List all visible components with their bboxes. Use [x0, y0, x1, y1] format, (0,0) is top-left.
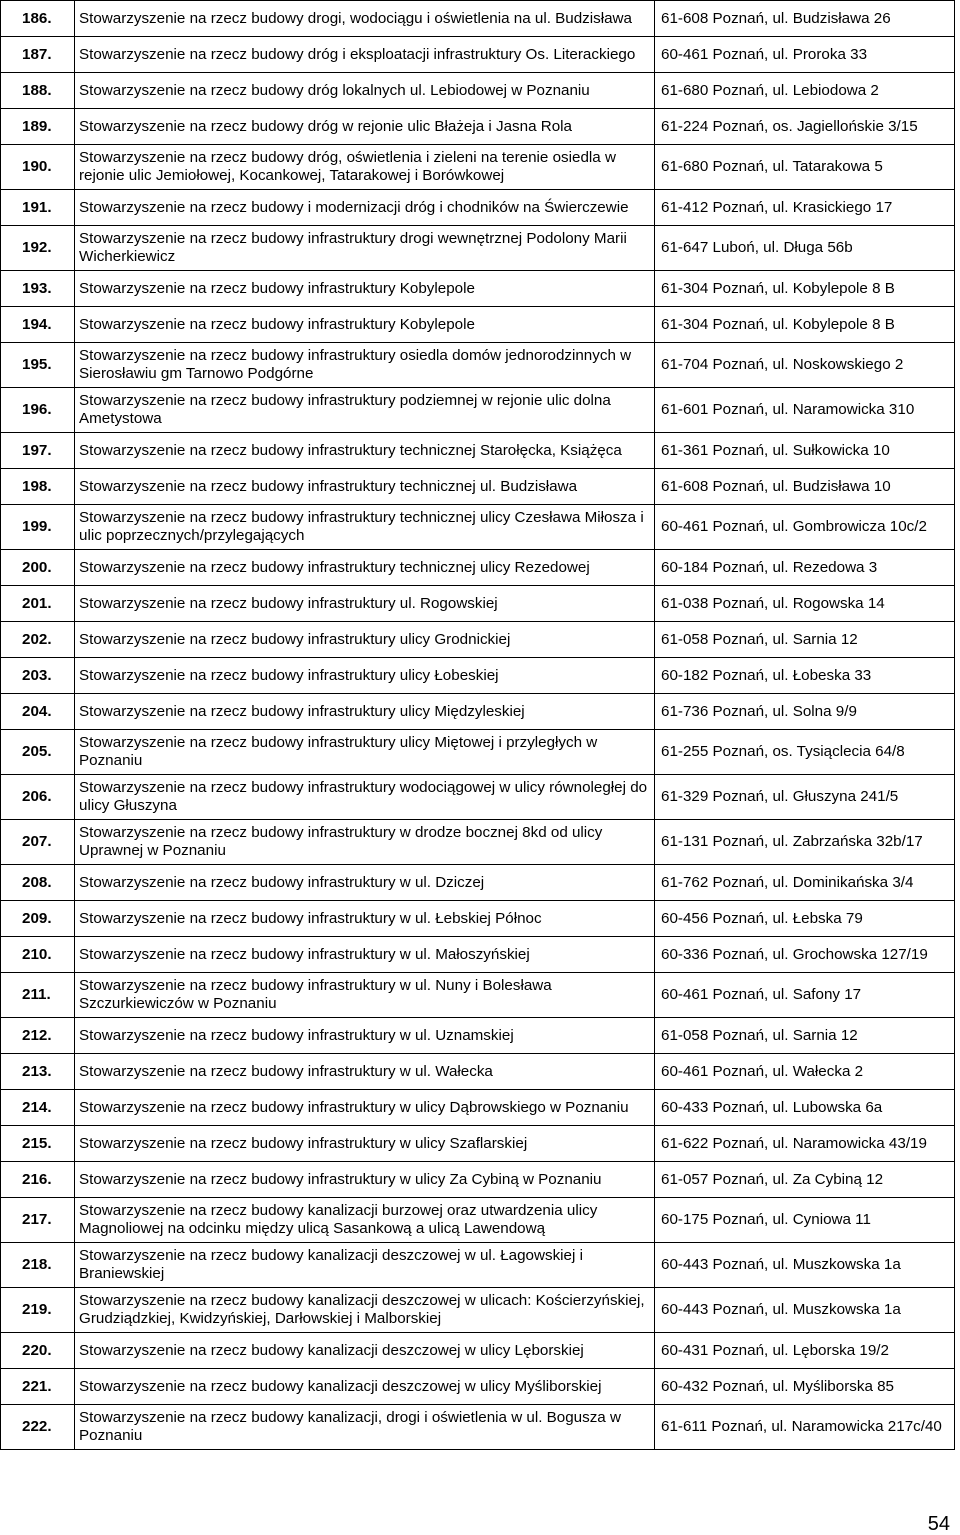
- association-address: 61-608 Poznań, ul. Budzisława 26: [655, 1, 955, 37]
- table-row: [1, 622, 955, 658]
- table-row: [1, 694, 955, 730]
- association-name: Stowarzyszenie na rzecz budowy infrastruktury w ulicy Szaflarskiej: [75, 1126, 655, 1162]
- page-number: 54: [927, 1513, 950, 1535]
- association-name: Stowarzyszenie na rzecz budowy infrastruktury w drodze bocznej 8kd od ulicy Uprawnej w Poznaniu: [75, 820, 655, 865]
- table-row: [1, 1288, 955, 1333]
- table-row: [1, 226, 955, 271]
- association-name: Stowarzyszenie na rzecz budowy infrastruktury osiedla domów jednorodzinnych w Sierosławiu gm Tarnowo Podgórne: [75, 343, 655, 388]
- association-name: Stowarzyszenie na rzecz budowy infrastruktury ulicy Grodnickiej: [75, 622, 655, 658]
- table-row: [1, 37, 955, 73]
- association-name: Stowarzyszenie na rzecz budowy infrastruktury w ulicy Dąbrowskiego w Poznaniu: [75, 1090, 655, 1126]
- table-row: [1, 937, 955, 973]
- table-row: [1, 1162, 955, 1198]
- table-row: [1, 730, 955, 775]
- association-name: Stowarzyszenie na rzecz budowy infrastruktury technicznej ulicy Rezedowej: [75, 550, 655, 586]
- association-address: 61-057 Poznań, ul. Za Cybiną 12: [655, 1162, 955, 1198]
- association-address: 60-433 Poznań, ul. Lubowska 6a: [655, 1090, 955, 1126]
- row-number: 198.: [1, 469, 75, 505]
- association-address: 61-304 Poznań, ul. Kobylepole 8 B: [655, 307, 955, 343]
- association-address: 60-461 Poznań, ul. Wałecka 2: [655, 1054, 955, 1090]
- association-address: 61-622 Poznań, ul. Naramowicka 43/19: [655, 1126, 955, 1162]
- association-name: Stowarzyszenie na rzecz budowy infrastruktury w ulicy Za Cybiną w Poznaniu: [75, 1162, 655, 1198]
- table-row: [1, 973, 955, 1018]
- association-name: Stowarzyszenie na rzecz budowy kanalizacji deszczowej w ulicy Lęborskiej: [75, 1333, 655, 1369]
- association-name: Stowarzyszenie na rzecz budowy infrastruktury drogi wewnętrznej Podolony Marii Wicherkiewicz: [75, 226, 655, 271]
- association-name: Stowarzyszenie na rzecz budowy infrastruktury ul. Rogowskiej: [75, 586, 655, 622]
- table-row: [1, 1369, 955, 1405]
- association-name: Stowarzyszenie na rzecz budowy i modernizacji dróg i chodników na Świerczewie: [75, 190, 655, 226]
- association-name: Stowarzyszenie na rzecz budowy infrastruktury w ul. Łebskiej Północ: [75, 901, 655, 937]
- association-name: Stowarzyszenie na rzecz budowy kanalizacji deszczowej w ulicach: Kościerzyńskiej, Grudziądzkiej, Kwidzyńskiej, Darłowskiej i Malborskiej: [75, 1288, 655, 1333]
- association-address: 60-184 Poznań, ul. Rezedowa 3: [655, 550, 955, 586]
- row-number: 215.: [1, 1126, 75, 1162]
- association-name: Stowarzyszenie na rzecz budowy infrastruktury w ul. Uznamskiej: [75, 1018, 655, 1054]
- row-number: 209.: [1, 901, 75, 937]
- association-address: 61-762 Poznań, ul. Dominikańska 3/4: [655, 865, 955, 901]
- row-number: 201.: [1, 586, 75, 622]
- row-number: 199.: [1, 505, 75, 550]
- association-address: 60-431 Poznań, ul. Lęborska 19/2: [655, 1333, 955, 1369]
- association-address: 61-680 Poznań, ul. Tatarakowa 5: [655, 145, 955, 190]
- table-row: [1, 865, 955, 901]
- association-name: Stowarzyszenie na rzecz budowy infrastruktury w ul. Nuny i Bolesława Szczurkiewiczów w Poznaniu: [75, 973, 655, 1018]
- row-number: 220.: [1, 1333, 75, 1369]
- table-row: [1, 1054, 955, 1090]
- row-number: 219.: [1, 1288, 75, 1333]
- table-row: [1, 433, 955, 469]
- association-name: Stowarzyszenie na rzecz budowy infrastruktury technicznej ulicy Czesława Miłosza i ulic poprzecznych/przylegających: [75, 505, 655, 550]
- table-row: [1, 658, 955, 694]
- association-address: 61-038 Poznań, ul. Rogowska 14: [655, 586, 955, 622]
- table-row: [1, 1018, 955, 1054]
- association-address: 60-443 Poznań, ul. Muszkowska 1a: [655, 1288, 955, 1333]
- table-row: [1, 1126, 955, 1162]
- row-number: 195.: [1, 343, 75, 388]
- table-row: [1, 586, 955, 622]
- association-address: 61-611 Poznań, ul. Naramowicka 217c/40: [655, 1405, 955, 1450]
- row-number: 187.: [1, 37, 75, 73]
- association-name: Stowarzyszenie na rzecz budowy infrastruktury Kobylepole: [75, 307, 655, 343]
- association-address: 60-443 Poznań, ul. Muszkowska 1a: [655, 1243, 955, 1288]
- row-number: 207.: [1, 820, 75, 865]
- association-name: Stowarzyszenie na rzecz budowy infrastruktury ulicy Łobeskiej: [75, 658, 655, 694]
- row-number: 213.: [1, 1054, 75, 1090]
- table-row: [1, 1198, 955, 1243]
- association-address: 61-255 Poznań, os. Tysiąclecia 64/8: [655, 730, 955, 775]
- row-number: 191.: [1, 190, 75, 226]
- row-number: 203.: [1, 658, 75, 694]
- row-number: 208.: [1, 865, 75, 901]
- association-name: Stowarzyszenie na rzecz budowy kanalizacji deszczowej w ul. Łagowskiej i Braniewskiej: [75, 1243, 655, 1288]
- row-number: 190.: [1, 145, 75, 190]
- row-number: 205.: [1, 730, 75, 775]
- association-name: Stowarzyszenie na rzecz budowy infrastruktury w ul. Dziczej: [75, 865, 655, 901]
- row-number: 193.: [1, 271, 75, 307]
- table-row: [1, 550, 955, 586]
- association-name: Stowarzyszenie na rzecz budowy infrastruktury ulicy Miętowej i przyległych w Poznaniu: [75, 730, 655, 775]
- row-number: 206.: [1, 775, 75, 820]
- row-number: 194.: [1, 307, 75, 343]
- table-row: [1, 388, 955, 433]
- row-number: 211.: [1, 973, 75, 1018]
- association-address: 60-432 Poznań, ul. Myśliborska 85: [655, 1369, 955, 1405]
- row-number: 212.: [1, 1018, 75, 1054]
- association-address: 60-336 Poznań, ul. Grochowska 127/19: [655, 937, 955, 973]
- association-name: Stowarzyszenie na rzecz budowy dróg i eksploatacji infrastruktury Os. Literackiego: [75, 37, 655, 73]
- table-row: [1, 1333, 955, 1369]
- association-address: 60-175 Poznań, ul. Cyniowa 11: [655, 1198, 955, 1243]
- row-number: 214.: [1, 1090, 75, 1126]
- association-address: 61-058 Poznań, ul. Sarnia 12: [655, 622, 955, 658]
- association-name: Stowarzyszenie na rzecz budowy infrastruktury Kobylepole: [75, 271, 655, 307]
- association-address: 60-461 Poznań, ul. Safony 17: [655, 973, 955, 1018]
- association-name: Stowarzyszenie na rzecz budowy kanalizacji, drogi i oświetlenia w ul. Bogusza w Poznaniu: [75, 1405, 655, 1450]
- association-name: Stowarzyszenie na rzecz budowy infrastruktury w ul. Małoszyńskiej: [75, 937, 655, 973]
- association-address: 61-131 Poznań, ul. Zabrzańska 32b/17: [655, 820, 955, 865]
- association-address: 61-058 Poznań, ul. Sarnia 12: [655, 1018, 955, 1054]
- row-number: 196.: [1, 388, 75, 433]
- association-name: Stowarzyszenie na rzecz budowy infrastruktury technicznej Starołęcka, Książęca: [75, 433, 655, 469]
- table-row: [1, 469, 955, 505]
- row-number: 200.: [1, 550, 75, 586]
- row-number: 202.: [1, 622, 75, 658]
- table-row: [1, 820, 955, 865]
- table-row: [1, 73, 955, 109]
- association-name: Stowarzyszenie na rzecz budowy infrastruktury ulicy Międzyleskiej: [75, 694, 655, 730]
- association-address: 60-461 Poznań, ul. Proroka 33: [655, 37, 955, 73]
- row-number: 186.: [1, 1, 75, 37]
- association-address: 61-680 Poznań, ul. Lebiodowa 2: [655, 73, 955, 109]
- association-address: 61-647 Luboń, ul. Długa 56b: [655, 226, 955, 271]
- association-name: Stowarzyszenie na rzecz budowy infrastruktury w ul. Wałecka: [75, 1054, 655, 1090]
- association-name: Stowarzyszenie na rzecz budowy dróg w rejonie ulic Błażeja i Jasna Rola: [75, 109, 655, 145]
- association-address: 60-456 Poznań, ul. Łebska 79: [655, 901, 955, 937]
- association-address: 61-601 Poznań, ul. Naramowicka 310: [655, 388, 955, 433]
- association-address: 61-329 Poznań, ul. Głuszyna 241/5: [655, 775, 955, 820]
- association-name: Stowarzyszenie na rzecz budowy dróg lokalnych ul. Lebiodowej w Poznaniu: [75, 73, 655, 109]
- table-row: [1, 307, 955, 343]
- table-row: [1, 145, 955, 190]
- association-address: 61-304 Poznań, ul. Kobylepole 8 B: [655, 271, 955, 307]
- row-number: 188.: [1, 73, 75, 109]
- table-row: [1, 1405, 955, 1450]
- association-name: Stowarzyszenie na rzecz budowy infrastruktury technicznej ul. Budzisława: [75, 469, 655, 505]
- row-number: 222.: [1, 1405, 75, 1450]
- association-name: Stowarzyszenie na rzecz budowy dróg, oświetlenia i zieleni na terenie osiedla w rejonie ulic Jemiołowej, Kocankowej, Tatarakowej i Borówkowej: [75, 145, 655, 190]
- row-number: 216.: [1, 1162, 75, 1198]
- table-row: [1, 109, 955, 145]
- association-address: 61-361 Poznań, ul. Sułkowicka 10: [655, 433, 955, 469]
- association-address: 61-736 Poznań, ul. Solna 9/9: [655, 694, 955, 730]
- association-name: Stowarzyszenie na rzecz budowy kanalizacji deszczowej w ulicy Myśliborskiej: [75, 1369, 655, 1405]
- row-number: 192.: [1, 226, 75, 271]
- table-row: [1, 343, 955, 388]
- table-row: [1, 1090, 955, 1126]
- table-row: [1, 1243, 955, 1288]
- table-row: [1, 775, 955, 820]
- row-number: 217.: [1, 1198, 75, 1243]
- association-address: 61-704 Poznań, ul. Noskowskiego 2: [655, 343, 955, 388]
- association-address: 61-608 Poznań, ul. Budzisława 10: [655, 469, 955, 505]
- row-number: 218.: [1, 1243, 75, 1288]
- association-address: 60-182 Poznań, ul. Łobeska 33: [655, 658, 955, 694]
- association-name: Stowarzyszenie na rzecz budowy infrastruktury podziemnej w rejonie ulic dolna Ametystowa: [75, 388, 655, 433]
- row-number: 221.: [1, 1369, 75, 1405]
- row-number: 197.: [1, 433, 75, 469]
- association-address: 61-224 Poznań, os. Jagiellońskie 3/15: [655, 109, 955, 145]
- table-row: [1, 1, 955, 37]
- table-row: [1, 505, 955, 550]
- row-number: 189.: [1, 109, 75, 145]
- association-address: 60-461 Poznań, ul. Gombrowicza 10c/2: [655, 505, 955, 550]
- table-row: [1, 190, 955, 226]
- association-address: 61-412 Poznań, ul. Krasickiego 17: [655, 190, 955, 226]
- row-number: 204.: [1, 694, 75, 730]
- table-body: [1, 1, 955, 1450]
- association-name: Stowarzyszenie na rzecz budowy infrastruktury wodociągowej w ulicy równoległej do ulicy Głuszyna: [75, 775, 655, 820]
- table-row: [1, 901, 955, 937]
- association-name: Stowarzyszenie na rzecz budowy drogi, wodociągu i oświetlenia na ul. Budzisława: [75, 1, 655, 37]
- row-number: 210.: [1, 937, 75, 973]
- association-name: Stowarzyszenie na rzecz budowy kanalizacji burzowej oraz utwardzenia ulicy Magnoliowej na odcinku między ulicą Sasankową a ulicą Lawendową: [75, 1198, 655, 1243]
- table-row: [1, 271, 955, 307]
